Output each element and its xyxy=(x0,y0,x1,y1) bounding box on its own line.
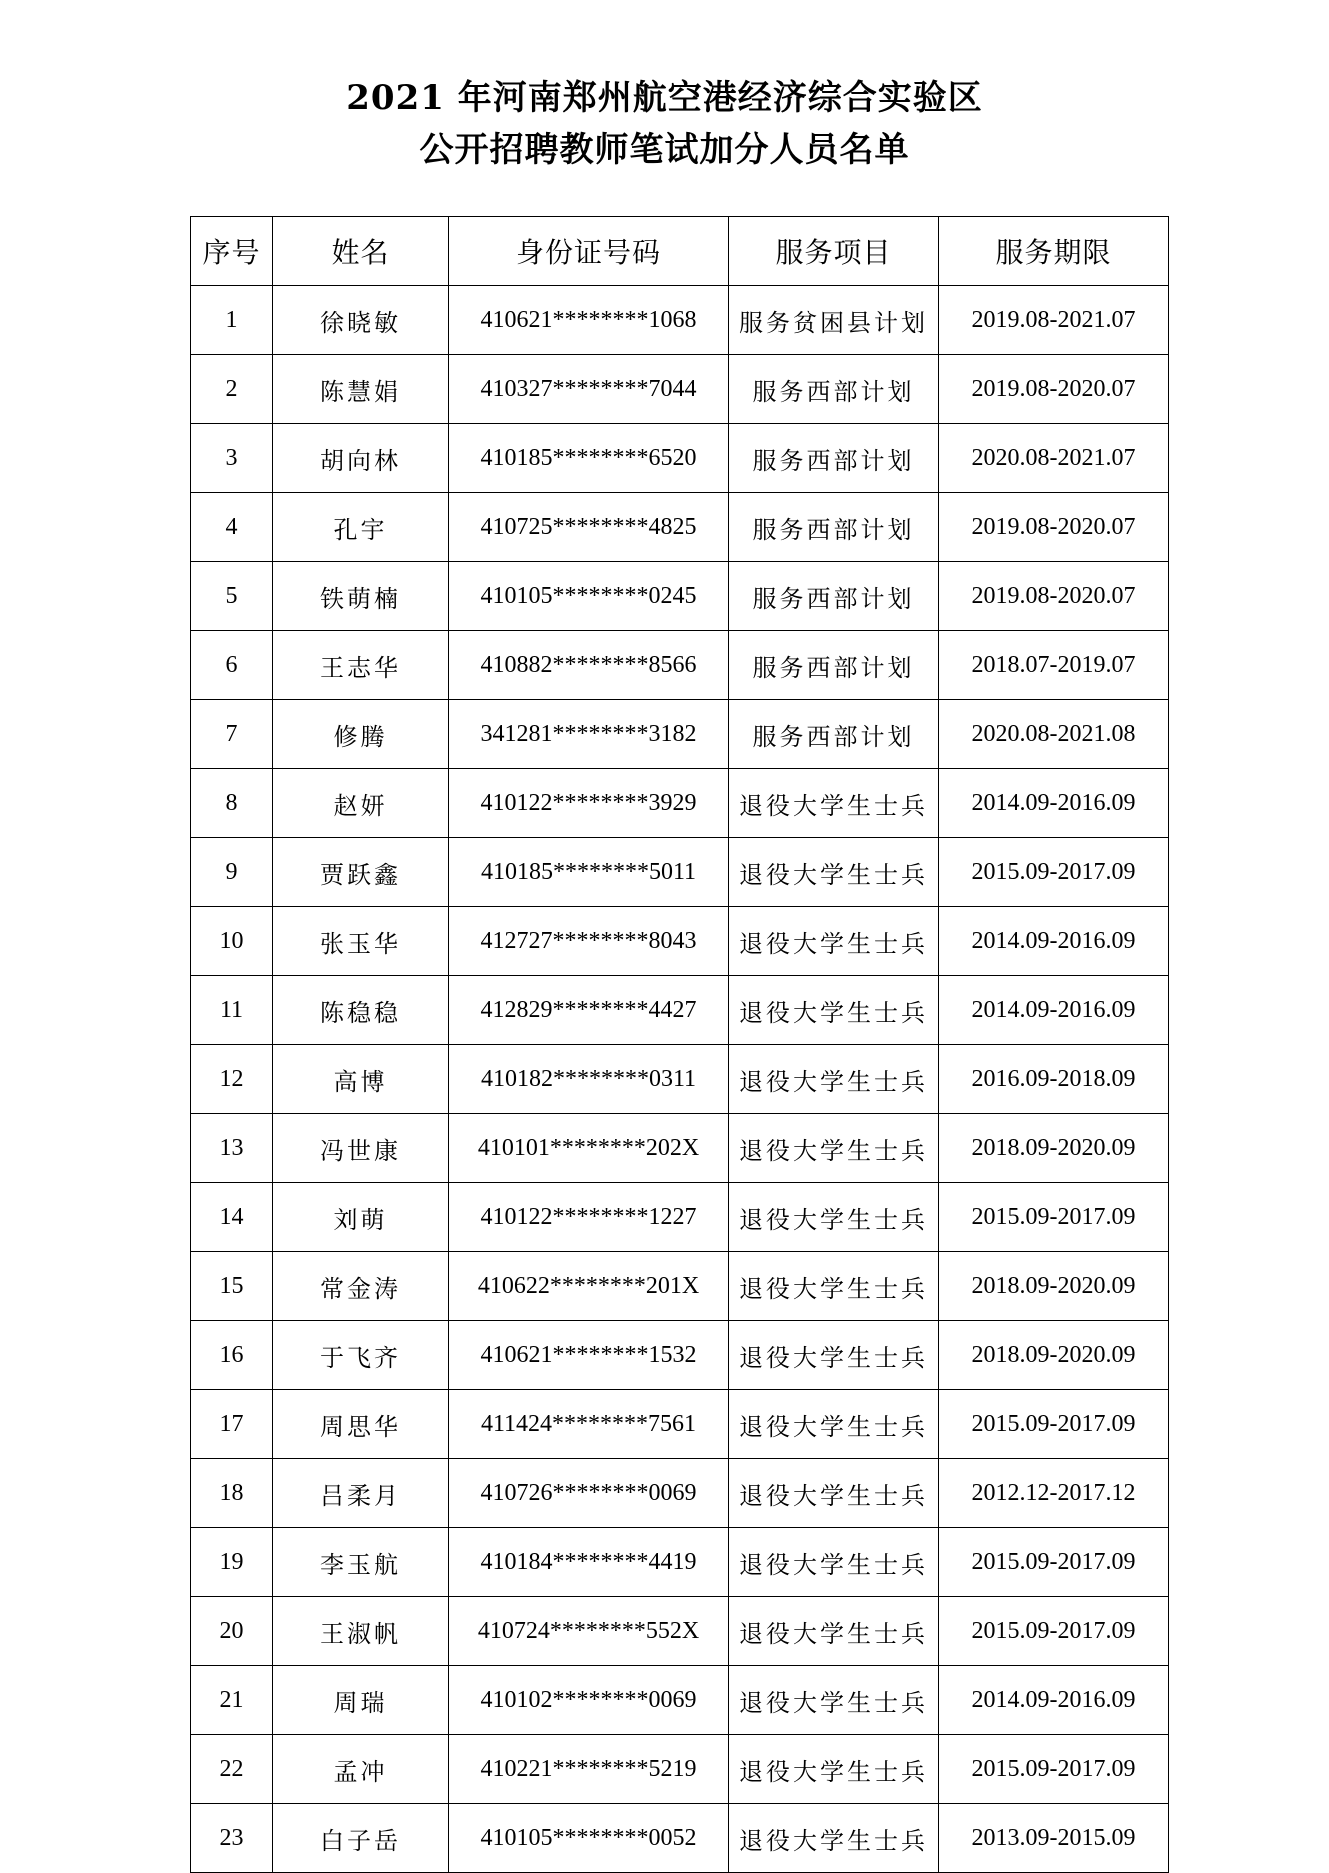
cell-name: 陈慧娟 xyxy=(273,355,449,424)
cell-name: 吕柔月 xyxy=(273,1459,449,1528)
cell-service-project: 退役大学生士兵 xyxy=(729,1459,939,1528)
cell-service-project: 服务西部计划 xyxy=(729,562,939,631)
cell-service-project: 退役大学生士兵 xyxy=(729,1114,939,1183)
cell-index: 22 xyxy=(191,1735,273,1804)
document-title xyxy=(0,72,1329,176)
cell-id-number: 410122********3929 xyxy=(449,769,729,838)
cell-id-number: 410182********0311 xyxy=(449,1045,729,1114)
cell-service-project: 服务西部计划 xyxy=(729,493,939,562)
cell-index: 21 xyxy=(191,1666,273,1735)
cell-name: 铁萌楠 xyxy=(273,562,449,631)
cell-name: 胡向林 xyxy=(273,424,449,493)
cell-id-number: 410184********4419 xyxy=(449,1528,729,1597)
cell-service-project: 退役大学生士兵 xyxy=(729,1666,939,1735)
header-row xyxy=(191,217,1169,286)
cell-name: 徐晓敏 xyxy=(273,286,449,355)
cell-name: 贾跃鑫 xyxy=(273,838,449,907)
cell-id-number: 410101********202X xyxy=(449,1114,729,1183)
cell-id-number: 341281********3182 xyxy=(449,700,729,769)
cell-id-number: 412727********8043 xyxy=(449,907,729,976)
cell-service-period: 2019.08-2020.07 xyxy=(939,493,1169,562)
cell-service-period: 2018.09-2020.09 xyxy=(939,1252,1169,1321)
table-row xyxy=(191,700,1169,769)
cell-service-project: 退役大学生士兵 xyxy=(729,1597,939,1666)
cell-index: 18 xyxy=(191,1459,273,1528)
header-service-period: 服务期限 xyxy=(939,217,1169,286)
cell-id-number: 410185********6520 xyxy=(449,424,729,493)
cell-index: 1 xyxy=(191,286,273,355)
cell-service-project: 退役大学生士兵 xyxy=(729,1321,939,1390)
cell-id-number: 410185********5011 xyxy=(449,838,729,907)
cell-service-project: 退役大学生士兵 xyxy=(729,1528,939,1597)
table-header xyxy=(191,217,1169,286)
cell-service-period: 2015.09-2017.09 xyxy=(939,838,1169,907)
cell-index: 6 xyxy=(191,631,273,700)
cell-index: 5 xyxy=(191,562,273,631)
header-service-project: 服务项目 xyxy=(729,217,939,286)
cell-service-period: 2020.08-2021.08 xyxy=(939,700,1169,769)
cell-name: 周思华 xyxy=(273,1390,449,1459)
cell-id-number: 410105********0052 xyxy=(449,1804,729,1873)
cell-name: 刘萌 xyxy=(273,1183,449,1252)
cell-name: 高博 xyxy=(273,1045,449,1114)
table-row xyxy=(191,1390,1169,1459)
header-id-number: 身份证号码 xyxy=(449,217,729,286)
cell-service-period: 2014.09-2016.09 xyxy=(939,769,1169,838)
table-row xyxy=(191,1252,1169,1321)
cell-id-number: 410122********1227 xyxy=(449,1183,729,1252)
cell-index: 3 xyxy=(191,424,273,493)
cell-index: 2 xyxy=(191,355,273,424)
cell-name: 冯世康 xyxy=(273,1114,449,1183)
cell-service-project: 退役大学生士兵 xyxy=(729,1390,939,1459)
table-row xyxy=(191,1666,1169,1735)
table-row xyxy=(191,1735,1169,1804)
cell-service-period: 2013.09-2015.09 xyxy=(939,1804,1169,1873)
table-row xyxy=(191,1459,1169,1528)
table-row xyxy=(191,1804,1169,1873)
cell-service-period: 2019.08-2021.07 xyxy=(939,286,1169,355)
cell-id-number: 410622********201X xyxy=(449,1252,729,1321)
cell-id-number: 410102********0069 xyxy=(449,1666,729,1735)
cell-service-project: 退役大学生士兵 xyxy=(729,838,939,907)
cell-id-number: 410725********4825 xyxy=(449,493,729,562)
cell-service-period: 2015.09-2017.09 xyxy=(939,1735,1169,1804)
header-name: 姓名 xyxy=(273,217,449,286)
cell-service-project: 服务西部计划 xyxy=(729,355,939,424)
cell-index: 8 xyxy=(191,769,273,838)
table-row xyxy=(191,1321,1169,1390)
cell-service-project: 退役大学生士兵 xyxy=(729,1252,939,1321)
table-row xyxy=(191,1183,1169,1252)
cell-id-number: 410221********5219 xyxy=(449,1735,729,1804)
cell-service-project: 退役大学生士兵 xyxy=(729,1183,939,1252)
cell-name: 李玉航 xyxy=(273,1528,449,1597)
cell-index: 10 xyxy=(191,907,273,976)
cell-service-period: 2015.09-2017.09 xyxy=(939,1528,1169,1597)
title-line-2: 公开招聘教师笔试加分人员名单 xyxy=(419,130,910,170)
cell-index: 7 xyxy=(191,700,273,769)
table-row xyxy=(191,1045,1169,1114)
cell-name: 王淑帆 xyxy=(273,1597,449,1666)
table-row xyxy=(191,976,1169,1045)
cell-name: 赵妍 xyxy=(273,769,449,838)
cell-id-number: 410327********7044 xyxy=(449,355,729,424)
cell-id-number: 410726********0069 xyxy=(449,1459,729,1528)
cell-service-project: 退役大学生士兵 xyxy=(729,976,939,1045)
cell-service-project: 退役大学生士兵 xyxy=(729,1735,939,1804)
cell-name: 张玉华 xyxy=(273,907,449,976)
cell-index: 9 xyxy=(191,838,273,907)
cell-service-project: 服务西部计划 xyxy=(729,424,939,493)
cell-id-number: 410882********8566 xyxy=(449,631,729,700)
cell-id-number: 411424********7561 xyxy=(449,1390,729,1459)
cell-service-period: 2018.09-2020.09 xyxy=(939,1321,1169,1390)
cell-name: 孔宇 xyxy=(273,493,449,562)
cell-service-project: 服务西部计划 xyxy=(729,700,939,769)
cell-name: 孟冲 xyxy=(273,1735,449,1804)
table-row xyxy=(191,1114,1169,1183)
cell-id-number: 410621********1068 xyxy=(449,286,729,355)
cell-service-period: 2014.09-2016.09 xyxy=(939,976,1169,1045)
cell-index: 14 xyxy=(191,1183,273,1252)
cell-service-project: 服务贫困县计划 xyxy=(729,286,939,355)
cell-service-period: 2015.09-2017.09 xyxy=(939,1390,1169,1459)
cell-index: 11 xyxy=(191,976,273,1045)
cell-service-project: 退役大学生士兵 xyxy=(729,1804,939,1873)
table-row xyxy=(191,286,1169,355)
cell-service-period: 2018.07-2019.07 xyxy=(939,631,1169,700)
table-row xyxy=(191,424,1169,493)
table-row xyxy=(191,631,1169,700)
header-index: 序号 xyxy=(191,217,273,286)
table-row xyxy=(191,355,1169,424)
roster-table xyxy=(190,216,1169,1873)
cell-index: 19 xyxy=(191,1528,273,1597)
cell-service-period: 2016.09-2018.09 xyxy=(939,1045,1169,1114)
cell-service-period: 2019.08-2020.07 xyxy=(939,562,1169,631)
cell-service-period: 2014.09-2016.09 xyxy=(939,1666,1169,1735)
cell-id-number: 412829********4427 xyxy=(449,976,729,1045)
cell-index: 20 xyxy=(191,1597,273,1666)
table-body xyxy=(191,286,1169,1873)
cell-name: 陈稳稳 xyxy=(273,976,449,1045)
cell-service-project: 退役大学生士兵 xyxy=(729,769,939,838)
cell-service-period: 2012.12-2017.12 xyxy=(939,1459,1169,1528)
table-row xyxy=(191,1597,1169,1666)
cell-name: 周瑞 xyxy=(273,1666,449,1735)
cell-name: 白子岳 xyxy=(273,1804,449,1873)
cell-index: 15 xyxy=(191,1252,273,1321)
cell-service-project: 服务西部计划 xyxy=(729,631,939,700)
table-row xyxy=(191,493,1169,562)
cell-name: 常金涛 xyxy=(273,1252,449,1321)
cell-service-period: 2018.09-2020.09 xyxy=(939,1114,1169,1183)
cell-name: 修腾 xyxy=(273,700,449,769)
cell-name: 于飞齐 xyxy=(273,1321,449,1390)
cell-service-project: 退役大学生士兵 xyxy=(729,1045,939,1114)
cell-service-project: 退役大学生士兵 xyxy=(729,907,939,976)
cell-id-number: 410621********1532 xyxy=(449,1321,729,1390)
cell-service-period: 2019.08-2020.07 xyxy=(939,355,1169,424)
cell-index: 23 xyxy=(191,1804,273,1873)
cell-service-period: 2014.09-2016.09 xyxy=(939,907,1169,976)
cell-index: 16 xyxy=(191,1321,273,1390)
cell-index: 13 xyxy=(191,1114,273,1183)
cell-service-period: 2015.09-2017.09 xyxy=(939,1597,1169,1666)
cell-index: 4 xyxy=(191,493,273,562)
title-line-1: 2021 年河南郑州航空港经济综合实验区 xyxy=(346,78,983,118)
table-row xyxy=(191,838,1169,907)
table-row xyxy=(191,907,1169,976)
cell-service-period: 2015.09-2017.09 xyxy=(939,1183,1169,1252)
table-row xyxy=(191,562,1169,631)
table-row xyxy=(191,1528,1169,1597)
cell-id-number: 410724********552X xyxy=(449,1597,729,1666)
cell-index: 12 xyxy=(191,1045,273,1114)
cell-index: 17 xyxy=(191,1390,273,1459)
cell-service-period: 2020.08-2021.07 xyxy=(939,424,1169,493)
cell-id-number: 410105********0245 xyxy=(449,562,729,631)
table-row xyxy=(191,769,1169,838)
cell-name: 王志华 xyxy=(273,631,449,700)
